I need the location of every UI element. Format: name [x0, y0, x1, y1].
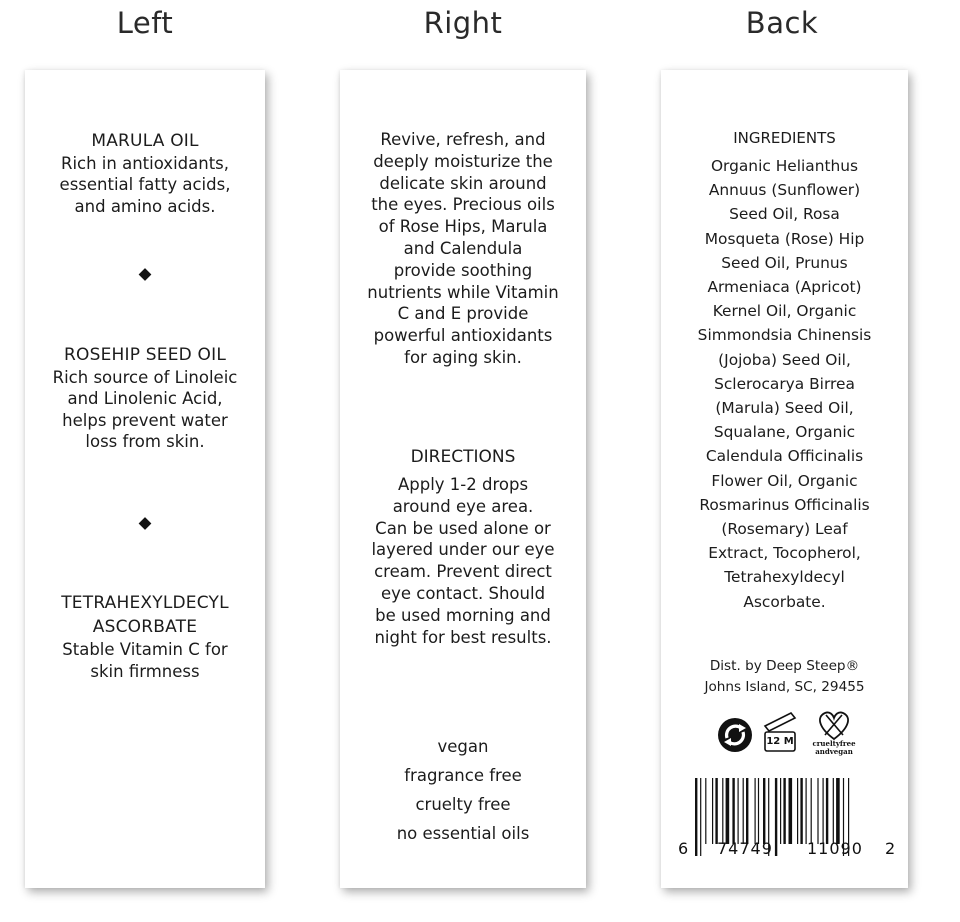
ingredients-list: Organic Helianthus Annuus (Sunflower) Seed Oil, Rosa Mosqueta (Rose) Hip Seed Oil, Prunus Armeniaca (Apricot) Kernel Oil, Organic Simmondsia Chinensis (Jojoba) Seed Oil, Sclerocarya Birrea (Marula) Seed Oil, Squalane, Organic Calendula Officinalis Flower Oil, Organic Rosmarinus Officinalis (Rosemary) Leaf Extract, Tocopherol, Tetrahexyldecyl Ascorbate. [697, 157, 872, 611]
back-panel-title: Back [745, 6, 819, 40]
cruelty-free-label: crueltyfree andvegan [812, 739, 856, 756]
right-panel-title: Right [423, 6, 503, 40]
rosehip-oil-heading: ROSEHIP SEED OIL [63, 345, 226, 365]
recycle-icon [717, 717, 753, 753]
barcode-bar [695, 778, 697, 856]
barcode-digit-right: 2 [885, 839, 896, 858]
directions-text: Apply 1-2 drops around eye area. Can be used alone or layered under our eye cream. Prevent direct eye contact. Should be used morning and night for best results. [371, 475, 555, 647]
barcode-bar [758, 778, 759, 844]
product-claims [340, 732, 586, 848]
barcode-bar [738, 778, 739, 844]
tetrahexyldecyl-section [25, 591, 265, 682]
barcode-bar [743, 778, 744, 844]
pao-label: 12 M [766, 736, 794, 747]
right-label-card [340, 70, 586, 888]
barcode-bar [712, 778, 713, 844]
barcode-bar [763, 778, 765, 844]
period-after-opening-icon [761, 710, 801, 756]
marula-oil-description: Rich in antioxidants, essential fatty acids, and amino acids. [59, 153, 231, 216]
barcode [678, 778, 901, 870]
barcode-bar [700, 778, 701, 856]
barcode-bar [732, 778, 734, 844]
barcode-bar [800, 778, 802, 844]
left-label-card [25, 70, 265, 888]
barcode-group-2: 11090 [807, 839, 863, 858]
marula-oil-section [25, 131, 265, 217]
barcode-bar [833, 778, 834, 844]
claim-no-essential-oils: no essential oils [396, 824, 530, 843]
rosehip-oil-description: Rich source of Linoleic and Linolenic Acid, helps prevent water loss from skin. [52, 367, 238, 451]
directions-heading: DIRECTIONS [410, 447, 516, 467]
barcode-bar [705, 778, 706, 844]
barcode-group-1: 74749 [717, 839, 773, 858]
ingredients-heading: INGREDIENTS [733, 129, 836, 147]
barcode-bars [681, 778, 901, 860]
rosehip-oil-section [25, 345, 265, 453]
back-label-card [661, 70, 908, 888]
marula-oil-heading: MARULA OIL [91, 131, 199, 151]
barcode-bar [823, 778, 824, 844]
barcode-bar [783, 778, 785, 844]
left-panel-title: Left [116, 6, 174, 40]
barcode-bar [755, 778, 756, 844]
barcode-bar [806, 778, 807, 844]
claim-vegan: vegan [437, 737, 489, 756]
diamond-divider-icon [139, 268, 152, 281]
barcode-bar [780, 778, 781, 844]
barcode-bar [836, 778, 840, 844]
barcode-bar [722, 778, 723, 844]
barcode-bar [811, 778, 812, 844]
cruelty-free-vegan-icon [811, 707, 857, 759]
claim-fragrance-free: fragrance free [404, 766, 522, 785]
claim-cruelty-free: cruelty free [415, 795, 511, 814]
distributor-info: Dist. by Deep Steep® Johns Island, SC, 29455 [704, 658, 865, 695]
barcode-digit-left: 6 [678, 839, 689, 858]
barcode-bar [797, 778, 798, 844]
barcode-bar [715, 778, 717, 844]
barcode-bar [775, 778, 777, 856]
tetrahexyldecyl-description: Stable Vitamin C for skin firmness [62, 640, 228, 681]
barcode-bar [817, 778, 818, 844]
barcode-bar [826, 778, 828, 844]
product-description: Revive, refresh, and deeply moisturize the delicate skin around the eyes. Precious oils of Rose Hips, Marula and Calendula provide soothing nutrients while Vitamin C and E provide powerful antioxidants for aging skin. [367, 130, 559, 367]
barcode-bar [726, 778, 730, 844]
diamond-divider-icon [139, 517, 152, 530]
barcode-bar [746, 778, 748, 844]
barcode-bar [789, 778, 793, 844]
tetrahexyldecyl-heading: TETRAHEXYLDECYL ASCORBATE [61, 593, 229, 637]
